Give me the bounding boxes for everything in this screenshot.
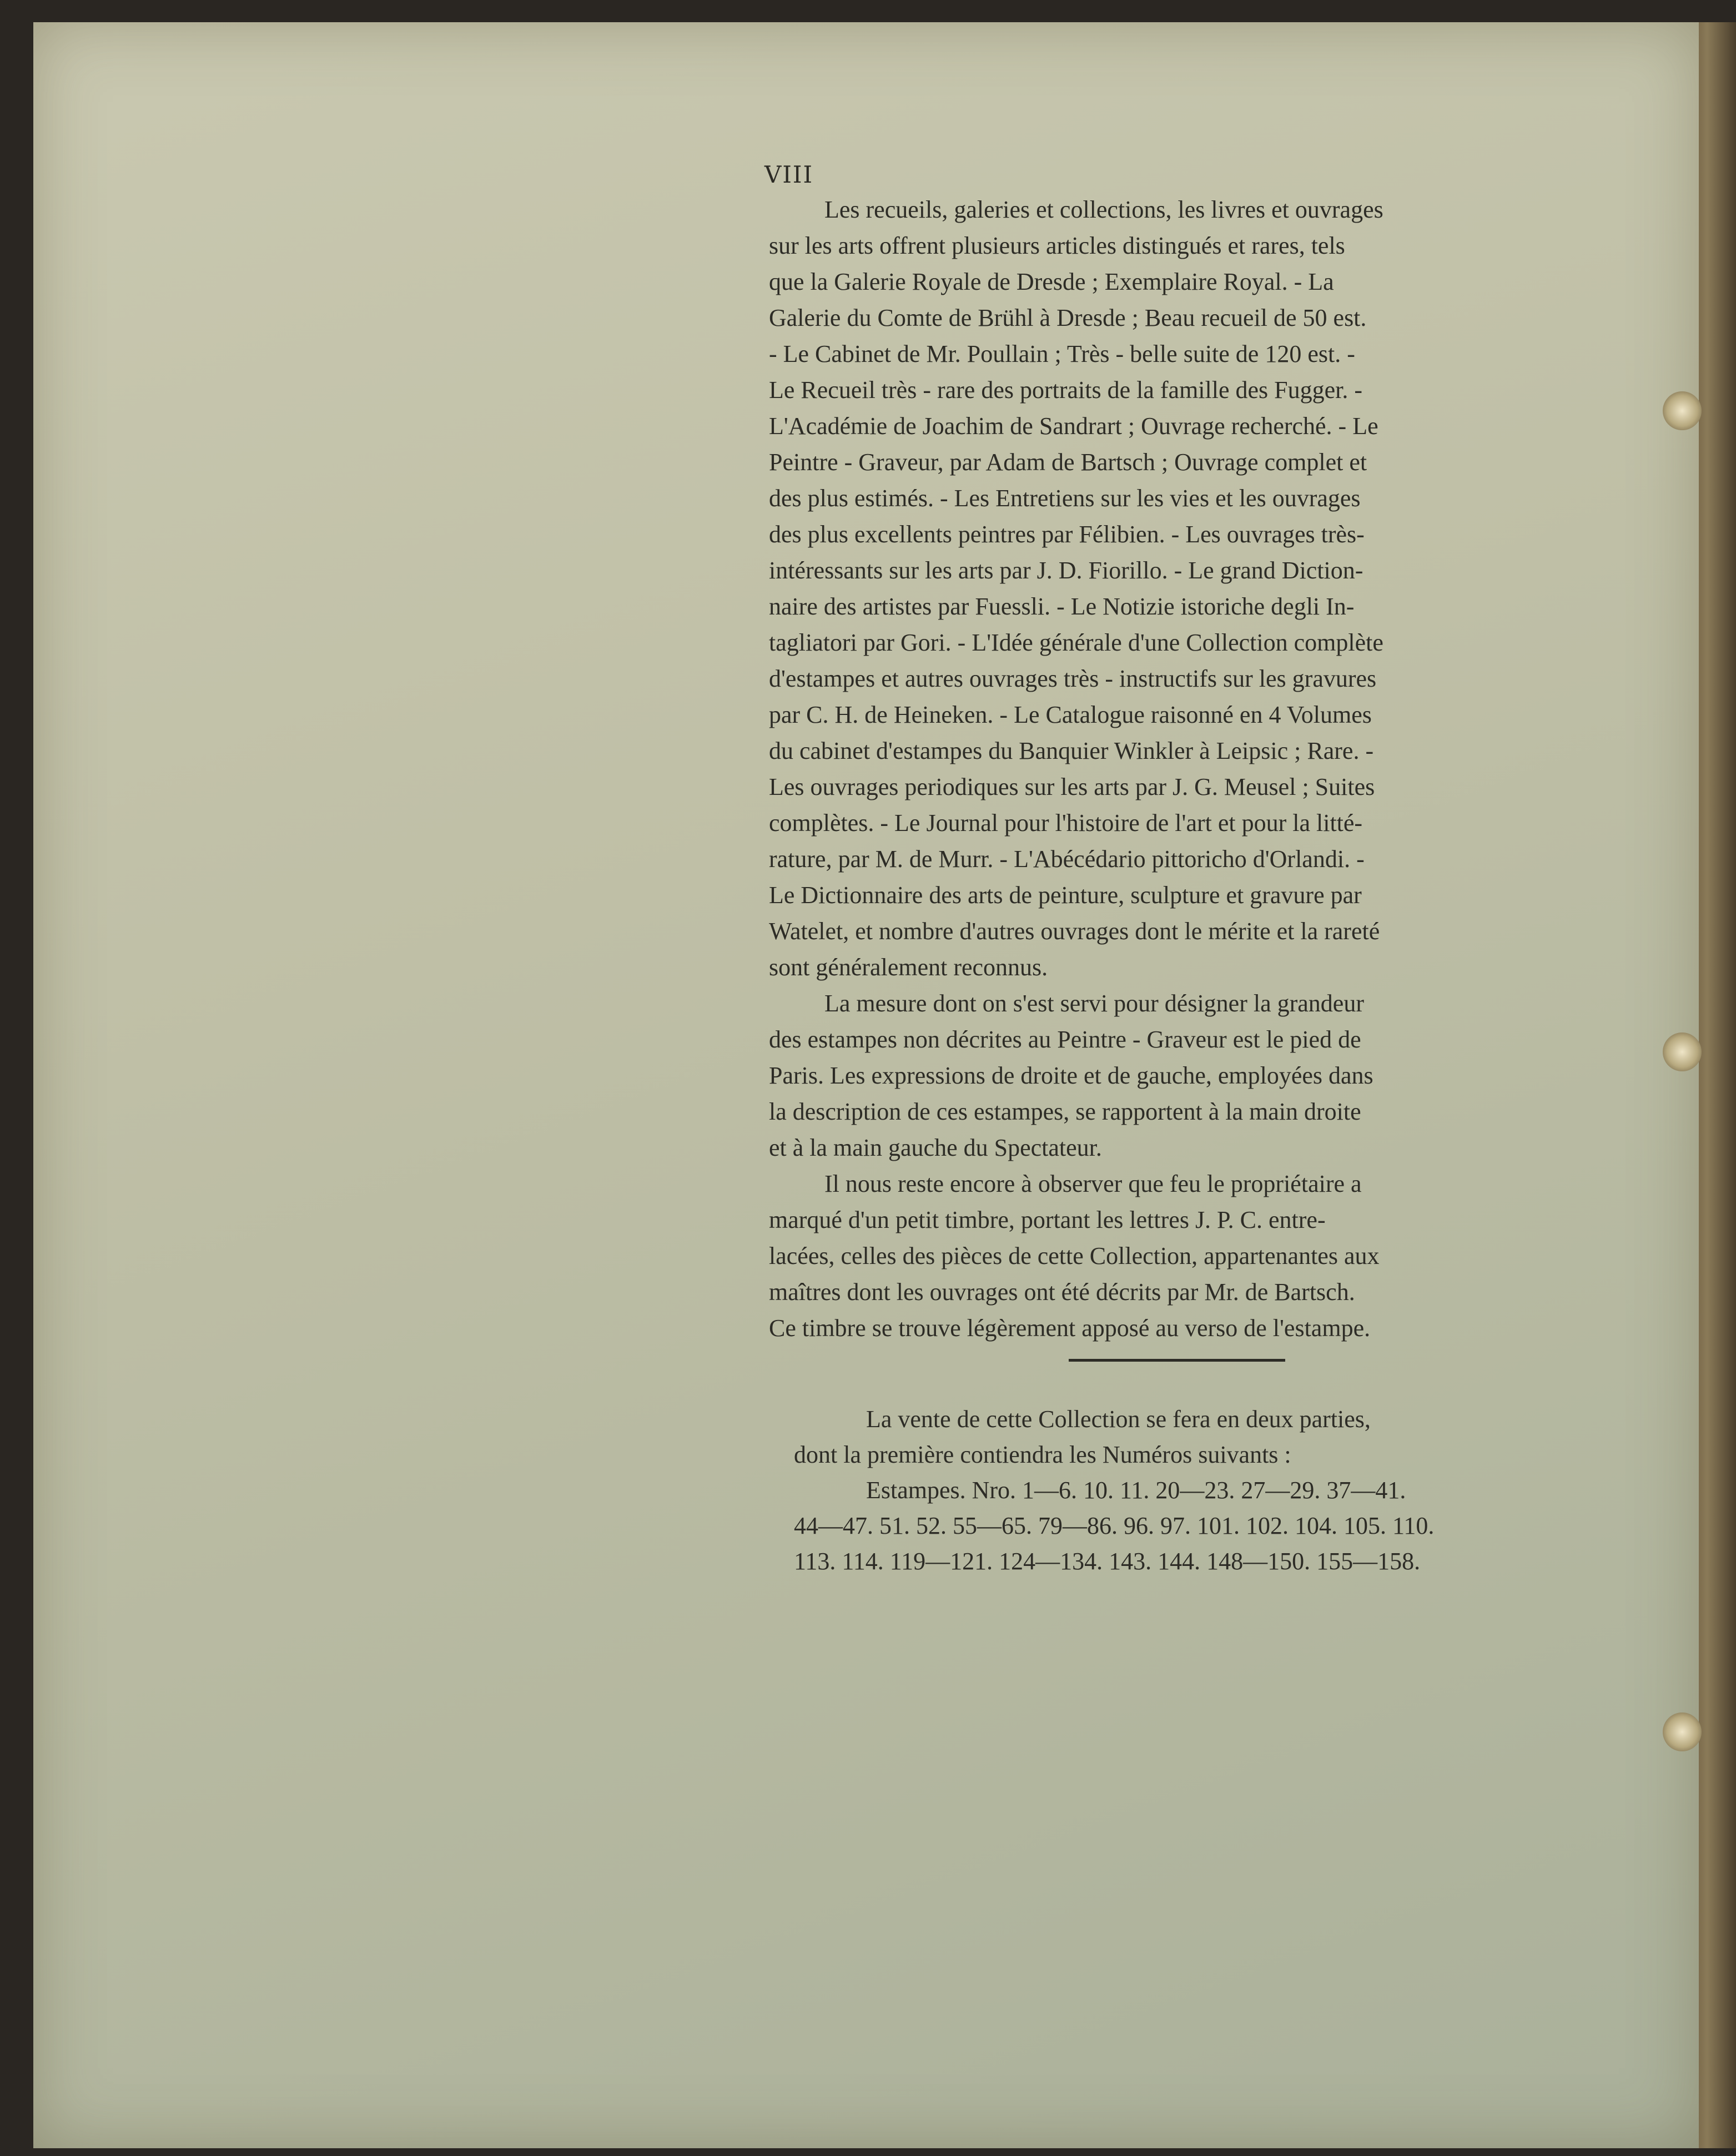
paragraph-collections: Les recueils, galeries et collections, les livres et ouvrages sur les arts offrent plusieurs articles distingués et rares, tels que la Galerie Royale de Dresde ; Exemplaire Royal. - La Galerie du Comte de Brühl à Dresde ; Beau recueil de 50 est. - Le Cabinet de Mr. Poullain ; Très - belle suite de 120 est. - Le Recueil très - rare des portraits de la famille des Fugger. - L'Académie de Joachim de Sandrart ; Ouvrage recherché. - Le Peintre - Graveur, par Adam de Bartsch ; Ouvrage complet et des plus estimés. - Les Entretiens sur les vies et les ouvrages des plus excellents peintres par Félibien. - Les ouvrages très- intéressants sur les arts par J. D. Fiorillo. - Le grand Diction- naire des artistes par Fuessli. - Le Notizie istoriche degli In- tagliatori par Gori. - L'Idée générale d'une Collection complète d'estampes et autres ouvrages très - instructifs sur les gravures par C. H. de Heineken. - Le Catalogue raisonné en 4 Volumes du cabinet d'estampes du Banquier Winkler à Leipsic ; Rare. - Les ouvrages periodiques sur les arts par J. G. Meusel ; Suites complètes. - Le Journal pour l'histoire de l'art et pour la litté- rature, par M. de Murr. - L'Abécédario pittoricho d'Orlandi. - Le Dictionnaire des arts de peinture, sculpture et gravure par Watelet, et nombre d'autres ouvrages dont le mérite et la rareté sont généralement reconnus.	[769, 196, 1383, 981]
sale-numbers: Estampes. Nro. 1—6. 10. 11. 20—23. 27—29. 37—41. 44—47. 51. 52. 55—65. 79—86. 96. 97. 101. 102. 104. 105. 110. 113. 114. 119—121. 124—134. 143. 144. 148—150. 155—158.	[794, 1477, 1435, 1575]
sale-intro: La vente de cette Collection se fera en deux parties, dont la première contiendra les Numéros suivants :	[794, 1406, 1371, 1468]
binding-stitch	[1663, 1712, 1702, 1751]
sale-section	[794, 1402, 1574, 1579]
page-number: VIII	[764, 161, 814, 188]
paragraph-measurement: La mesure dont on s'est servi pour désigner la grandeur des estampes non décrites au Peintre - Graveur est le pied de Paris. Les expressions de droite et de gauche, employées dans la description de ces estampes, se rapportent à la main droite et à la main gauche du Spectateur.	[769, 990, 1373, 1161]
paragraph-stamp: Il nous reste encore à observer que feu le propriétaire a marqué d'un petit timbre, portant les lettres J. P. C. entre- lacées, celles des pièces de cette Collection, appartenantes aux maîtres dont les ouvrages ont été décrits par Mr. de Bartsch. Ce timbre se trouve légèrement apposé au verso de l'estampe.	[769, 1170, 1380, 1342]
body-text	[769, 192, 1574, 1346]
section-divider	[1069, 1359, 1285, 1362]
binding-stitch	[1663, 391, 1702, 430]
binding-stitch	[1663, 1032, 1702, 1071]
